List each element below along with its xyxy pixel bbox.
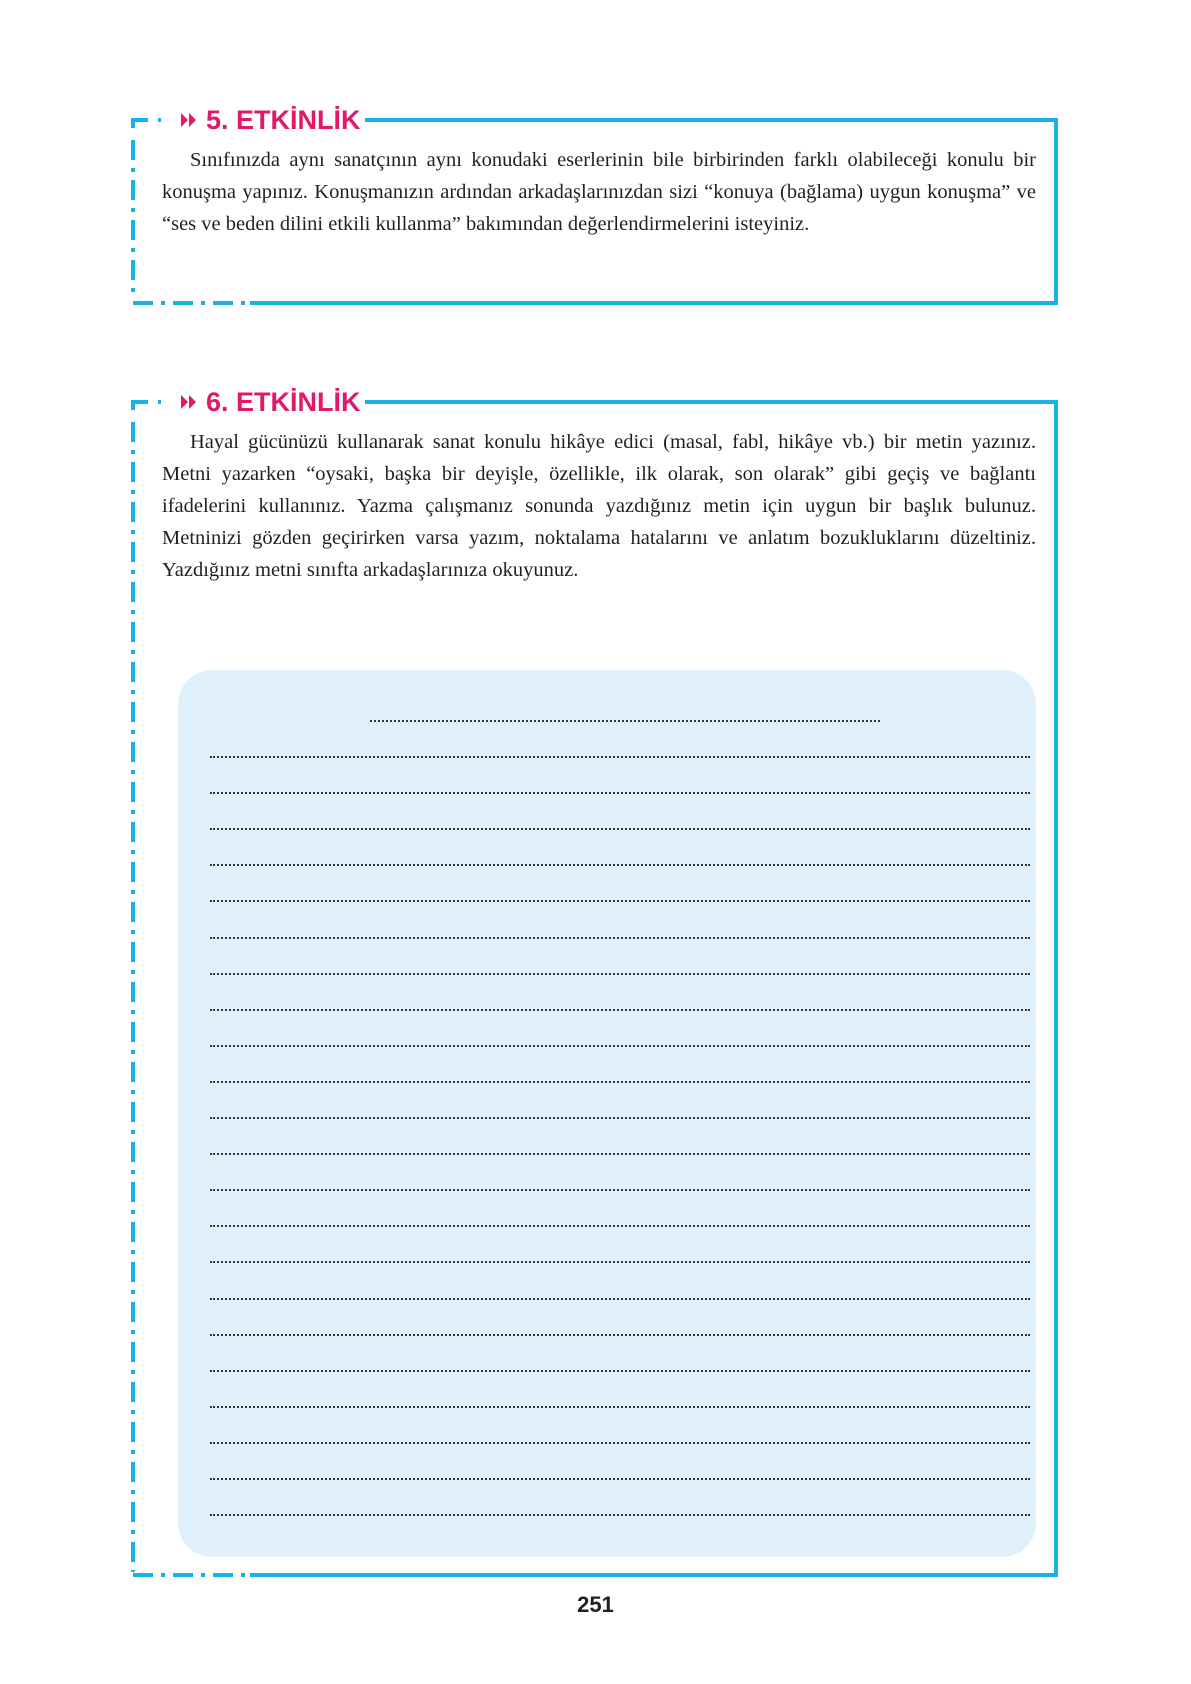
writing-line[interactable] xyxy=(210,1514,1030,1516)
activity-6-heading xyxy=(178,386,365,418)
writing-line[interactable] xyxy=(210,1189,1030,1191)
activity-6-title: 6. ETKİNLİK xyxy=(206,387,361,417)
writing-line[interactable] xyxy=(210,900,1030,902)
writing-line[interactable] xyxy=(210,792,1030,794)
writing-line[interactable] xyxy=(210,756,1030,758)
writing-line[interactable] xyxy=(210,1153,1030,1155)
activity-5-heading xyxy=(178,104,365,136)
writing-line[interactable] xyxy=(210,1334,1030,1336)
title-line[interactable] xyxy=(370,720,880,722)
writing-line[interactable] xyxy=(210,1406,1030,1408)
writing-line[interactable] xyxy=(210,1081,1030,1083)
writing-line[interactable] xyxy=(210,1225,1030,1227)
writing-line[interactable] xyxy=(210,1045,1030,1047)
writing-line[interactable] xyxy=(210,828,1030,830)
writing-line[interactable] xyxy=(210,937,1030,939)
writing-line[interactable] xyxy=(210,1442,1030,1444)
page-number: 251 xyxy=(577,1592,614,1617)
writing-line[interactable] xyxy=(210,1478,1030,1480)
double-arrow-icon xyxy=(180,394,198,410)
writing-line[interactable] xyxy=(210,1261,1030,1263)
activity-5-title: 5. ETKİNLİK xyxy=(206,105,361,135)
writing-line[interactable] xyxy=(210,864,1030,866)
activity-6-text: Hayal gücünüzü kullanarak sanat konulu hikâye edici (masal, fabl, hikâye vb.) bir metin yazınız. Metni yazarken “oysaki, başka bir deyişle, özellikle, ilk olarak, son olarak” gibi geçiş ve bağlantı ifadelerini kullanınız. Yazma çalışmanız sonunda yazdığınız metin için uygun bir başlık bulunuz. Metninizi gözden geçirirken varsa yazım, noktalama hatalarını ve anlatım bozukluklarını düzeltiniz. Yazdığınız metni sınıfta arkadaşlarınıza okuyunuz. xyxy=(162,431,1036,581)
writing-line[interactable] xyxy=(210,1370,1030,1372)
activity-5-text: Sınıfınızda aynı sanatçının aynı konudaki eserlerinin bile birbirinden farklı olabileceği konulu bir konuşma yapınız. Konuşmanızın ardından arkadaşlarınızdan sizi “konuya (bağlama) uygun konuşma” ve “ses ve beden dilini etkili kullanma” bakımından değerlendirmelerini isteyiniz. xyxy=(162,149,1036,235)
writing-area[interactable] xyxy=(178,670,1036,1557)
double-arrow-icon xyxy=(180,112,198,128)
writing-line[interactable] xyxy=(210,1117,1030,1119)
activity-5-box xyxy=(130,100,1060,308)
writing-line[interactable] xyxy=(210,1009,1030,1011)
writing-line[interactable] xyxy=(210,1298,1030,1300)
writing-line[interactable] xyxy=(210,973,1030,975)
